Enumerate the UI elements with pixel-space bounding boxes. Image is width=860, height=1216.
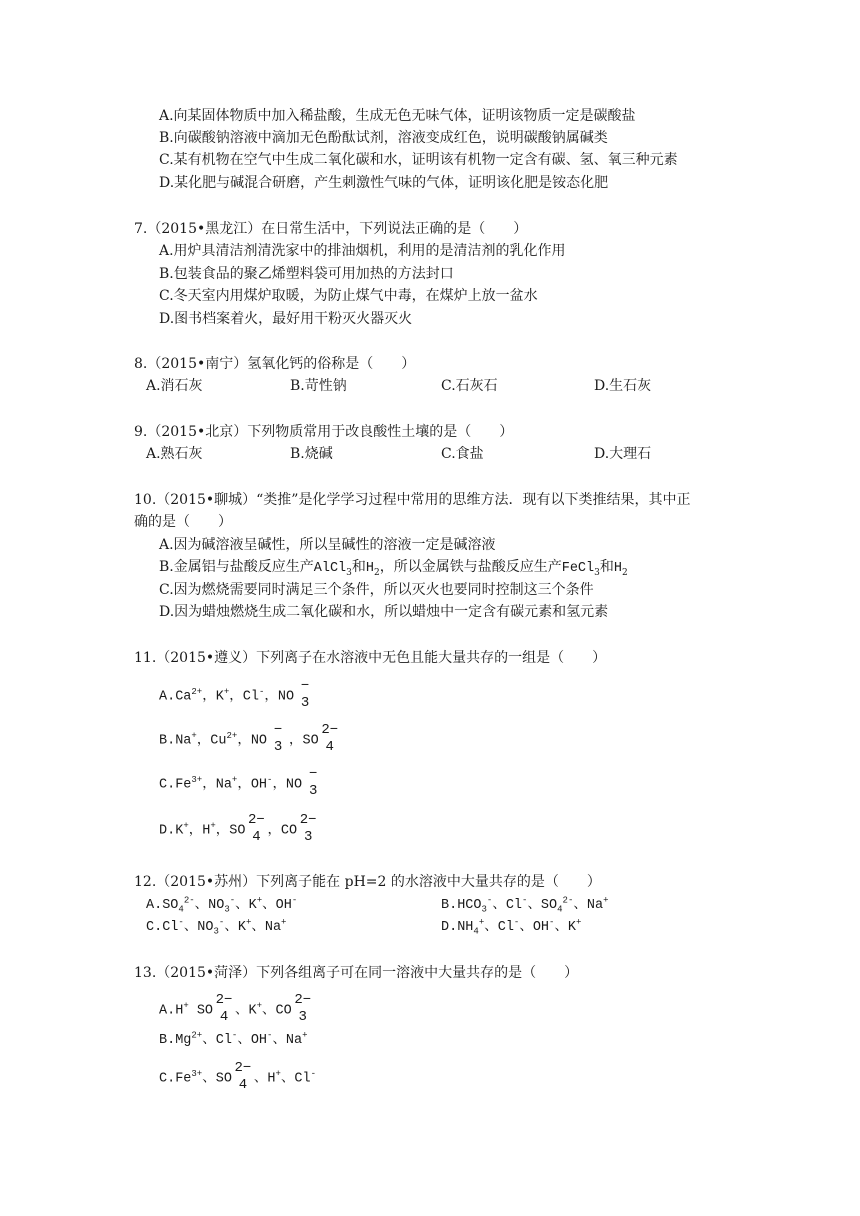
q12-option-c: C.Cl-、$NO_3^-$、K+、Na+ <box>146 917 287 937</box>
q12-option-d: $D.NH_4^+$、Cl-、OH-、K+ <box>441 917 582 937</box>
q13-stem: 13.（2015•菏泽）下列各组离子可在同一溶液中大量共存的是（ ） <box>134 965 579 981</box>
q8-option-b: B.苛性钠 <box>290 378 347 394</box>
q11-option-c: $C.Fe^{3+}$，Na+，OH-，NO − 3 <box>159 768 324 800</box>
q8-stem: 8.（2015•南宁）氢氧化钙的俗称是（ ） <box>134 356 416 372</box>
ion-charge-stack: − 3 <box>300 678 310 711</box>
ion-charge-stack: − 3 <box>273 722 283 755</box>
q11-option-a: $A.Ca^{2+}$，K+，Cl-，NO − 3 <box>159 680 316 712</box>
q10-stem-line1: 10.（2015•聊城）“类推”是化学学习过程中常用的思维方法．现有以下类推结果，其中正 <box>134 492 691 508</box>
q9-option-a: A.熟石灰 <box>146 446 203 462</box>
q9-option-c: C.食盐 <box>441 446 484 462</box>
q8-option-a: A.消石灰 <box>146 378 203 394</box>
q8-option-c: C.石灰石 <box>441 378 498 394</box>
q11-option-d: D.K+，H+，SO 2− 4 ，CO 2− 3 <box>159 812 317 845</box>
q6-option-c: C.某有机物在空气中生成二氧化碳和水，证明该有机物一定含有碳、氢、氧三种元素 <box>159 152 678 168</box>
ion-charge-stack: 2− 4 <box>321 722 339 755</box>
q13-option-c: $C.Fe^{3+}$、SO 2− 4 、H+、Cl- <box>159 1060 317 1093</box>
q7-option-c: C.冬天室内用煤炉取暖，为防止煤气中毒，在煤炉上放一盆水 <box>159 288 538 304</box>
q12-option-b: $B.HCO_3^-$、Cl-、$SO_4^{2-}$、Na+ <box>441 895 609 915</box>
ion-charge-stack: 2− 4 <box>215 992 233 1025</box>
q7-option-d: D.图书档案着火，最好用干粉灭火器灭火 <box>159 311 413 327</box>
ion-charge-stack: 2− 4 <box>234 1060 252 1093</box>
q11-stem: 11.（2015•遵义）下列离子在水溶液中无色且能大量共存的一组是（ ） <box>134 650 607 666</box>
q6-option-b: B.向碳酸钠溶液中滴加无色酚酞试剂，溶液变成红色，说明碳酸钠属碱类 <box>159 130 608 146</box>
q13-option-b: $B.Mg^{2+}$、Cl-、OH-、Na+ <box>159 1030 308 1048</box>
q8-option-d: D.生石灰 <box>594 378 652 394</box>
ion-charge-stack: 2− 4 <box>248 812 265 845</box>
q9-option-d: D.大理石 <box>594 446 652 462</box>
q10-option-c: C.因为燃烧需要同时满足三个条件，所以灭火也要同时控制这三个条件 <box>159 582 594 598</box>
q12-option-a: $A.SO_4^{2-}$、$NO_3^-$、K+、OH- <box>146 895 298 915</box>
q13-option-a: A.H+ SO 2− 4 、K+、CO 2− 3 <box>159 992 312 1025</box>
q6-option-a: A.向某固体物质中加入稀盐酸，生成无色无味气体，证明该物质一定是碳酸盐 <box>159 108 636 124</box>
q6-option-d: D.某化肥与碱混合研磨，产生刺激性气味的气体，证明该化肥是铵态化肥 <box>159 175 609 191</box>
q12-stem: 12.（2015•苏州）下列离子能在 pH=2 的水溶液中大量共存的是（ ） <box>134 874 601 890</box>
q7-option-b: B.包装食品的聚乙烯塑料袋可用加热的方法封口 <box>159 266 454 282</box>
q11-option-b: B.Na+，$Cu^{2+}$，NO − 3 ，SO 2− 4 <box>159 722 339 755</box>
q10-option-a: A.因为碱溶液呈碱性，所以呈碱性的溶液一定是碱溶液 <box>159 537 496 553</box>
q10-option-d: D.因为蜡烛燃烧生成二氧化碳和水，所以蜡烛中一定含有碳元素和氢元素 <box>159 604 609 620</box>
ion-charge-stack: 2− 3 <box>299 812 317 845</box>
ion-charge-stack: − 3 <box>308 766 318 799</box>
q7-stem: 7.（2015•黑龙江）在日常生活中，下列说法正确的是（ ） <box>134 221 528 237</box>
q7-option-a: A.用炉具清洁剂清洗家中的排油烟机，利用的是清洁剂的乳化作用 <box>159 243 566 259</box>
q9-option-b: B.烧碱 <box>290 446 333 462</box>
q9-stem: 9.（2015•北京）下列物质常用于改良酸性土壤的是（ ） <box>134 424 514 440</box>
q10-option-b: B.金属铝与盐酸反应生产AlCl$_3$和$H_2$，所以金属铁与盐酸反应生产FeCl$_3$和$H_2$ <box>159 559 628 578</box>
q10-stem-line2: 确的是（ ） <box>134 514 232 530</box>
ion-charge-stack: 2− 3 <box>294 992 312 1025</box>
